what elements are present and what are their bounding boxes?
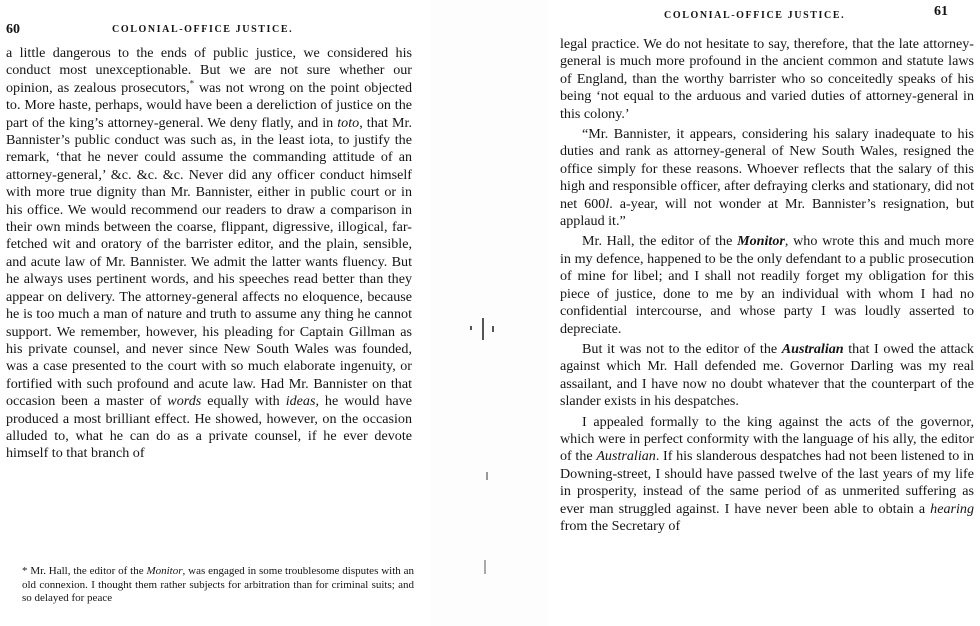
book-gutter — [430, 0, 548, 626]
text-run: I appealed formally to the king against the acts of the governor, which were in perfect conformity with the language of his ally, the editor of the — [560, 413, 974, 465]
italic-run: l — [605, 195, 610, 212]
right-page — [548, 0, 980, 626]
left-paragraph — [6, 45, 412, 463]
text-run: was not wrong on the point objected to. More haste, perhaps, would have been a dereliction of justice on the part of the king’s attorney-general. We deny flatly, and in — [6, 79, 412, 131]
right-paragraph-2 — [560, 126, 974, 230]
gutter-speck — [470, 326, 472, 330]
right-page-number: 61 — [934, 4, 948, 19]
text-run: a little dangerous to the ends of public justice, we considered his conduct most unexceptionable. But we are not sure whether our opinion, as zealous prosecutors, — [6, 45, 412, 96]
right-body-text — [560, 36, 974, 535]
text-run: , was engaged in some troublesome disputes with an old connexion. I thought them rather subjects for arbitration than for criminal suits; and so delayed for peace — [22, 565, 414, 604]
italic-run: Monitor — [737, 233, 785, 250]
left-page-number: 60 — [6, 22, 20, 37]
right-paragraph-1: legal practice. We do not hesitate to say, therefore, that the late attorney-general is much more profound in the ancient common and statute laws of England, than the worthy barrister who so conceitedly speaks of his being ‘not equal to the arduous and varied duties of attorney-general in this colony.’ — [560, 36, 974, 122]
right-paragraph-5 — [560, 414, 974, 536]
text-run: , he would have produced a most brilliant effect. He showed, however, on the occasion alluded to, what he can do as a private counsel, if he ever devote himself to that branch of — [6, 393, 412, 462]
text-run: Mr. Hall, the editor of the — [30, 565, 147, 577]
text-run: . a-year, will not wonder at Mr. Bannister’s resignation, but applaud it.” — [560, 195, 974, 230]
text-run: from the Secretary of — [560, 517, 681, 534]
right-page-header — [548, 0, 980, 30]
italic-run: Monitor — [146, 565, 183, 577]
left-body-text — [6, 45, 412, 463]
italic-run: toto — [337, 114, 360, 131]
text-run: equally with — [201, 393, 286, 410]
text-run: , that Mr. Bannister’s public conduct was such as, in the least iota, to justify the remark, ‘that he never could assume the commanding attitude of an attorney-general,’ &c. &c. &c. Never did any officer conduct himself with more true dignity than Mr. Bannister, either in public court or in his office. We would recommend our readers to draw a comparison in their own minds between the coarse, flippant, digressive, illogical, far-fetched wit and oratory of the barrister editor, and the plain, sensible, and acute law of Mr. Bannister. We admit the latter wants fluency. But he always uses pertinent words, and his speeches read better than they appear on delivery. The attorney-general affects no eloquence, because he is too much a man of nature and truth to assume any thing he cannot support. We remember, however, his pleading for Captain Gillman as his private counsel, and never since New South Wales was founded, was a case presented to the court with so much elaborate ingenuity, or fortified with such profound and acute law. Had Mr. Bannister on that occasion been a master of — [6, 114, 412, 410]
text-run: Mr. Hall, the editor of the — [582, 233, 738, 250]
italic-run: Australian — [781, 340, 844, 357]
left-page-header — [0, 0, 430, 37]
left-page — [0, 0, 430, 626]
gutter-speck — [482, 318, 484, 340]
right-paragraph-4 — [560, 341, 974, 411]
italic-run: hearing — [930, 500, 974, 517]
footnote-reference: * — [189, 78, 195, 89]
gutter-speck — [486, 472, 488, 480]
text-run: “Mr. Bannister, it appears, considering his salary inadequate to his duties and rank as attorney-general of New South Wales, resigned the office simply for these reasons. Whoever reflects that the salary of this high and responsible officer, after defraying clerks and stationary, did not net 600 — [560, 126, 974, 212]
text-run: . If his slanderous despatches had not been listened to in Downing-street, I should have passed twelve of the last years of my life in prosperity, instead of the same period of as unmerited suffering as ever man struggled against. I have never been able to obtain a — [560, 448, 974, 517]
right-running-head: COLONIAL-OFFICE JUSTICE. — [664, 10, 846, 21]
text-run: But it was not to the editor of the — [582, 340, 782, 357]
right-paragraph-3 — [560, 233, 974, 337]
italic-run: Australian — [596, 448, 656, 465]
gutter-speck — [484, 560, 486, 574]
left-running-head: COLONIAL-OFFICE JUSTICE. — [112, 24, 294, 35]
footnote — [22, 565, 414, 606]
footnote-mark: * — [22, 565, 31, 577]
text-run: , who wrote this and much more in my defence, happened to be the only defendant to a public prosecution of mine for libel; and I shall not readily forget my obligation for this piece of justice, done to me by an individual with whom I had no confidential intercourse, and whose party I was loudly asserted to depreciate. — [560, 233, 974, 337]
italic-run: ideas — [285, 393, 316, 410]
italic-run: words — [167, 393, 202, 410]
text-run: that I owed the attack against which Mr. Hall defended me. Governor Darling was my real assailant, and I have now no doubt whatever that the counterpart of the slander exists in his despatches. — [560, 340, 974, 410]
gutter-speck — [492, 326, 494, 332]
